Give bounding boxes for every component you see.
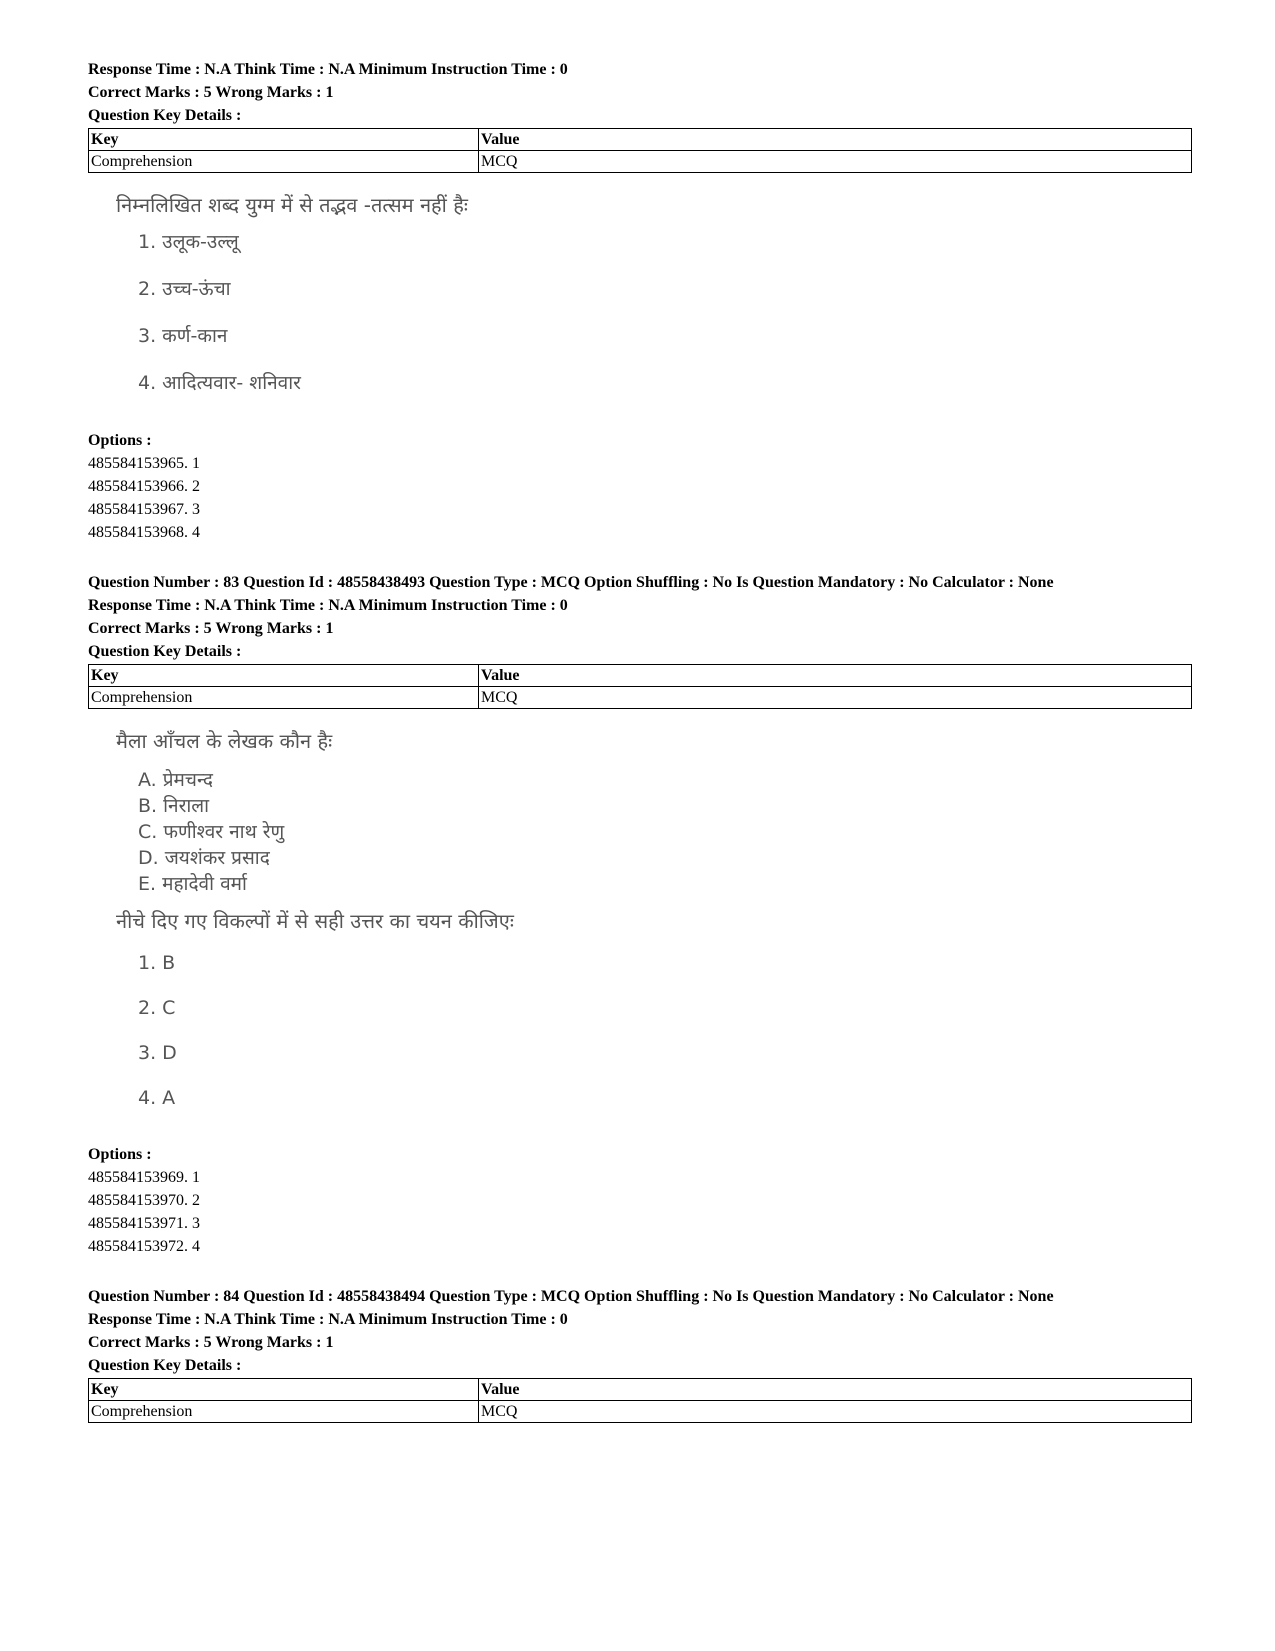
option-id-line: 485584153965. 1 xyxy=(88,455,200,472)
table-cell-value: MCQ xyxy=(479,151,1192,173)
question-item: E. महादेवी वर्मा xyxy=(138,873,247,895)
option-id-line: 485584153971. 3 xyxy=(88,1215,200,1232)
question-item: B. निराला xyxy=(138,795,210,817)
table-header-row xyxy=(89,129,1192,151)
question-stem: निम्नलिखित शब्द युग्म में से तद्भव -तत्सम नहीं हैः xyxy=(116,193,468,217)
option-id-line: 485584153970. 2 xyxy=(88,1192,200,1209)
marks-line: Correct Marks : 5 Wrong Marks : 1 xyxy=(88,1334,334,1351)
table-header-row xyxy=(89,665,1192,687)
question-choice: 4. A xyxy=(138,1087,176,1109)
question-choice: 2. उच्च-ऊंचा xyxy=(138,278,231,300)
table-row xyxy=(89,151,1192,173)
question-image xyxy=(116,727,1192,1121)
question-item: C. फणीश्वर नाथ रेणु xyxy=(138,821,285,843)
question-image xyxy=(116,191,1192,407)
timing-line: Response Time : N.A Think Time : N.A Minimum Instruction Time : 0 xyxy=(88,1311,568,1328)
options-label: Options : xyxy=(88,432,152,449)
options-label: Options : xyxy=(88,1146,152,1163)
table-cell-value: MCQ xyxy=(479,687,1192,709)
question-block-83 xyxy=(88,571,1192,1258)
question-header-line: Question Number : 84 Question Id : 48558438494 Question Type : MCQ Option Shuffling : No Is Question Mandatory : No Calculator : None xyxy=(88,1288,1054,1305)
question-choice: 3. कर्ण-कान xyxy=(138,325,228,347)
table-header-row xyxy=(89,1379,1192,1401)
option-id-line: 485584153972. 4 xyxy=(88,1238,200,1255)
question-block-82 xyxy=(88,58,1192,544)
table-cell-key: Comprehension xyxy=(89,1401,479,1423)
key-details-table xyxy=(88,1378,1192,1423)
question-choice: 2. C xyxy=(138,997,176,1019)
question-choice: 1. B xyxy=(138,952,176,974)
table-header-key: Key xyxy=(89,665,479,687)
key-details-label: Question Key Details : xyxy=(88,107,242,124)
table-header-value: Value xyxy=(479,665,1192,687)
question-choice: 3. D xyxy=(138,1042,177,1064)
question-item: A. प्रेमचन्द xyxy=(138,769,213,791)
table-cell-value: MCQ xyxy=(479,1401,1192,1423)
marks-line: Correct Marks : 5 Wrong Marks : 1 xyxy=(88,620,334,637)
option-id-line: 485584153968. 4 xyxy=(88,524,200,541)
table-header-value: Value xyxy=(479,129,1192,151)
table-cell-key: Comprehension xyxy=(89,687,479,709)
table-header-value: Value xyxy=(479,1379,1192,1401)
key-details-label: Question Key Details : xyxy=(88,1357,242,1374)
key-details-label: Question Key Details : xyxy=(88,643,242,660)
question-block-84 xyxy=(88,1285,1192,1423)
table-cell-key: Comprehension xyxy=(89,151,479,173)
table-row xyxy=(89,687,1192,709)
option-id-line: 485584153969. 1 xyxy=(88,1169,200,1186)
table-row xyxy=(89,1401,1192,1423)
question-choice: 1. उलूक-उल्लू xyxy=(138,231,239,253)
table-header-key: Key xyxy=(89,129,479,151)
question-item: D. जयशंकर प्रसाद xyxy=(138,847,270,869)
question-choice: 4. आदित्यवार- शनिवार xyxy=(138,372,301,394)
option-id-line: 485584153966. 2 xyxy=(88,478,200,495)
question-header-line: Question Number : 83 Question Id : 48558438493 Question Type : MCQ Option Shuffling : No Is Question Mandatory : No Calculator : None xyxy=(88,574,1054,591)
timing-line: Response Time : N.A Think Time : N.A Minimum Instruction Time : 0 xyxy=(88,61,568,78)
question-instruction: नीचे दिए गए विकल्पों में से सही उत्तर का चयन कीजिएः xyxy=(116,909,514,933)
marks-line: Correct Marks : 5 Wrong Marks : 1 xyxy=(88,84,334,101)
key-details-table xyxy=(88,664,1192,709)
document-page xyxy=(88,58,1192,1423)
timing-line: Response Time : N.A Think Time : N.A Minimum Instruction Time : 0 xyxy=(88,597,568,614)
key-details-table xyxy=(88,128,1192,173)
option-id-line: 485584153967. 3 xyxy=(88,501,200,518)
question-stem: मैला आँचल के लेखक कौन हैः xyxy=(116,729,333,753)
table-header-key: Key xyxy=(89,1379,479,1401)
